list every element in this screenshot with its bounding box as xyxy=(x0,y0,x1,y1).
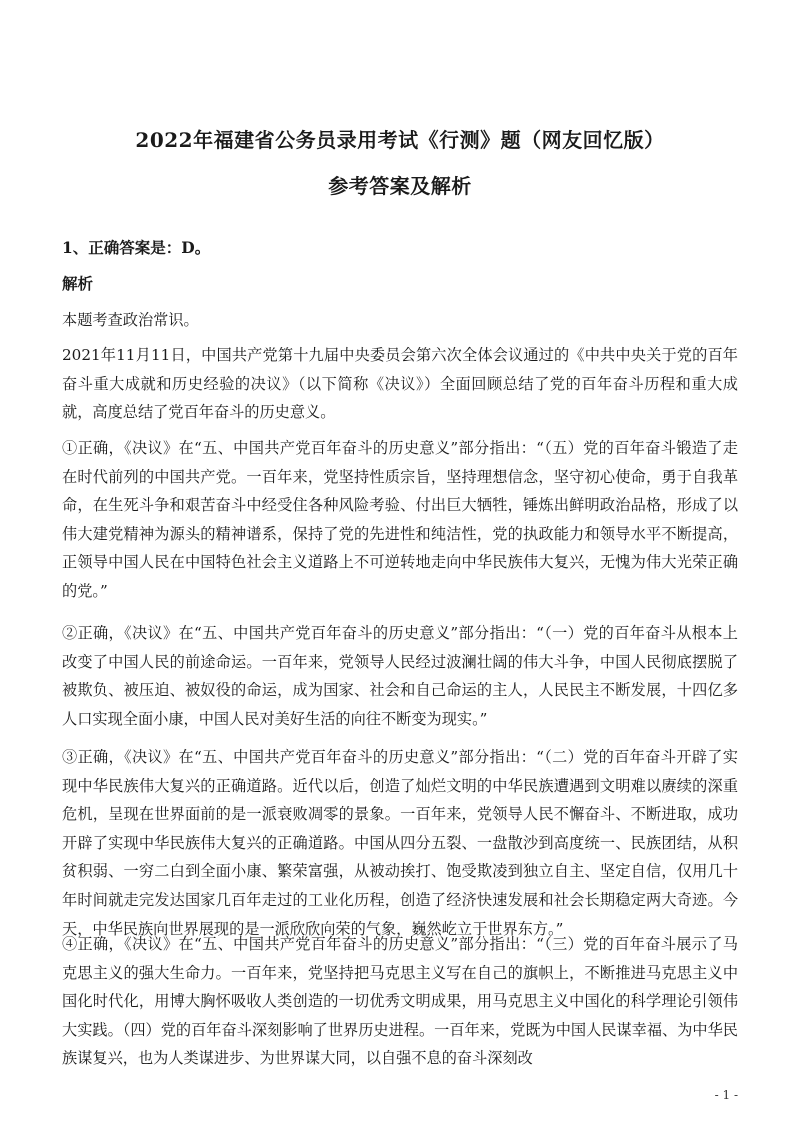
paragraph-background: 2021年11月11日，中国共产党第十九届中央委员会第六次全体会议通过的《中共中央关于党的百年奋斗重大成就和历史经验的决议》（以下简称《决议》）全面回顾总结了党的百年奋斗历程和重大成就，高度总结了党百年奋斗的历史意义。 xyxy=(62,346,738,422)
paragraph-item-3: ③正确，《决议》在“五、中国共产党百年奋斗的历史意义”部分指出：“（二）党的百年奋斗开辟了实现中华民族伟大复兴的正确道路。近代以后，创造了灿烂文明的中华民族遭遇到文明难以赓续的深重危机，呈现在世界面前的是一派衰败凋零的景象。一百年来，党领导人民不懈奋斗、不断进取，成功开辟了实现中华民族伟大复兴的正确道路。中国从四分五裂、一盘散沙到高度统一、民族团结，从积贫积弱、一穷二白到全面小康、繁荣富强，从被动挨打、饱受欺凌到独立自主、坚定自信，仅用几十年时间就走完发达国家几百年走过的工业化历程，创造了经济快速发展和社会长期稳定两大奇迹。今天，中华民族向世界展现的是一派欣欣向荣的气象，巍然屹立于世界东方。” xyxy=(62,748,738,938)
document-subtitle: 参考答案及解析 xyxy=(328,174,472,198)
document-title: 2022年福建省公务员录用考试《行测》题（网友回忆版） xyxy=(135,128,665,152)
answer-line: 1、正确答案是：D。 xyxy=(62,238,211,257)
paragraph-item-1: ①正确，《决议》在“五、中国共产党百年奋斗的历史意义”部分指出：“（五）党的百年奋斗锻造了走在时代前列的中国共产党。一百年来，党坚持性质宗旨，坚持理想信念，坚守初心使命，勇于自我革命，在生死斗争和艰苦奋斗中经受住各种风险考验、付出巨大牺牲，锤炼出鲜明政治品格，形成了以伟大建党精神为源头的精神谱系，保持了党的先进性和纯洁性，党的执政能力和领导水平不断提高，正领导中国人民在中国特色社会主义道路上不可逆转地走向中华民族伟大复兴，无愧为伟大光荣正确的党。” xyxy=(62,439,738,600)
paragraph-item-2: ②正确，《决议》在“五、中国共产党百年奋斗的历史意义”部分指出：“（一）党的百年奋斗从根本上改变了中国人民的前途命运。一百年来，党领导人民经过波澜壮阔的伟大斗争，中国人民彻底摆脱了被欺负、被压迫、被奴役的命运，成为国家、社会和自己命运的主人，人民民主不断发展，十四亿多人口实现全面小康，中国人民对美好生活的向往不断变为现实。” xyxy=(62,624,738,728)
paragraph-intro: 本题考查政治常识。 xyxy=(62,311,199,329)
page-number: - 1 - xyxy=(714,1088,738,1102)
analysis-label: 解析 xyxy=(62,274,94,293)
paragraph-item-4: ④正确，《决议》在“五、中国共产党百年奋斗的历史意义”部分指出：“（三）党的百年奋斗展示了马克思主义的强大生命力。一百年来，党坚持把马克思主义写在自己的旗帜上，不断推进马克思主义中国化时代化，用博大胸怀吸收人类创造的一切优秀文明成果，用马克思主义中国化的科学理论引领伟大实践。（四）党的百年奋斗深刻影响了世界历史进程。一百年来，党既为中国人民谋幸福、为中华民族谋复兴，也为人类谋进步、为世界谋大同，以自强不息的奋斗深刻改 xyxy=(62,935,738,1068)
